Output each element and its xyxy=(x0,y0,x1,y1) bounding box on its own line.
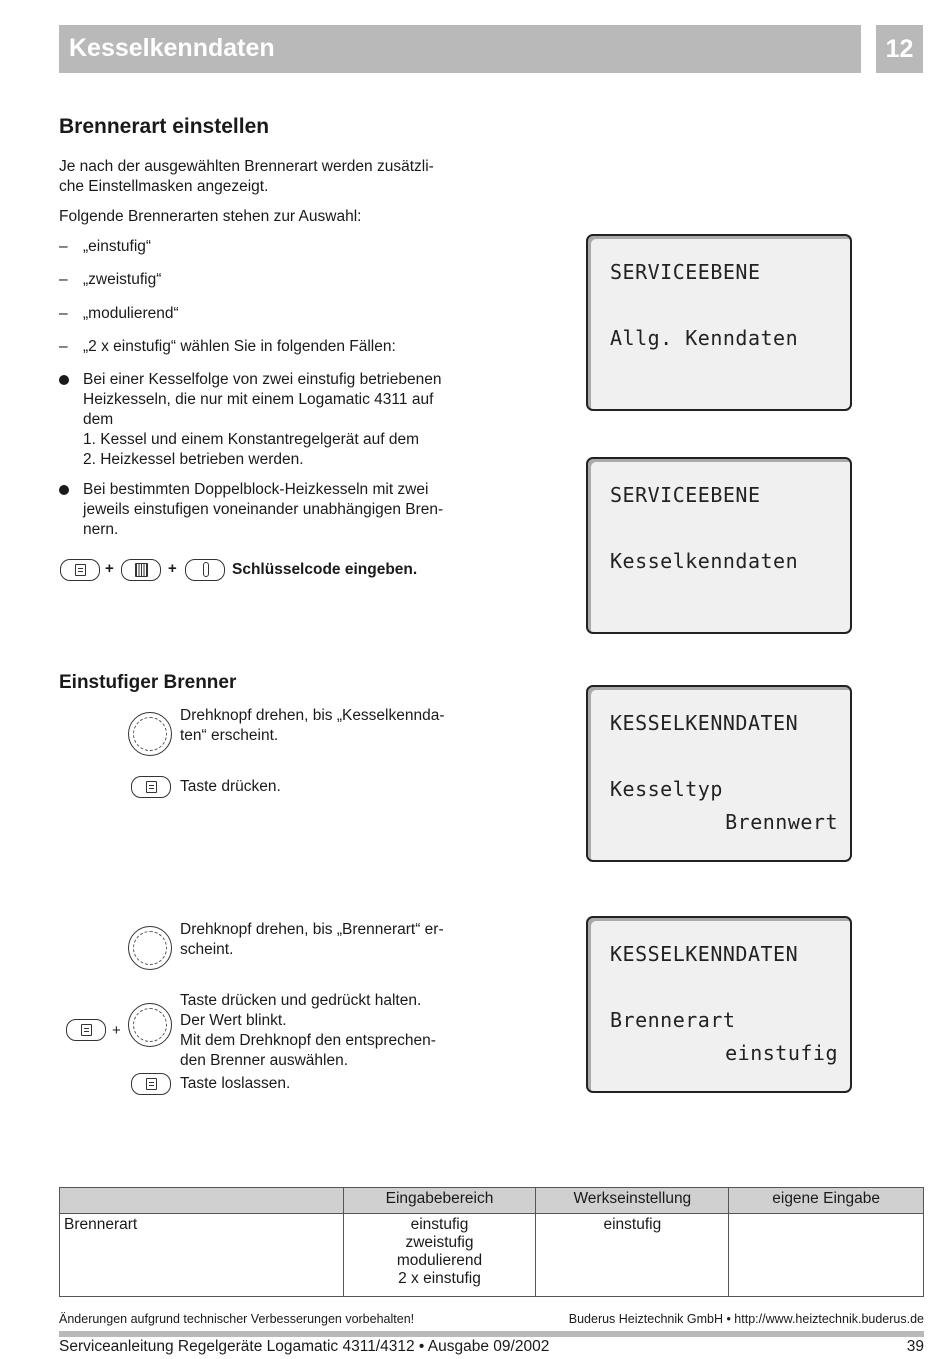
list-item-text: „modulierend“ xyxy=(83,305,179,322)
plus-sign: + xyxy=(112,1022,121,1039)
table-header: Eingabebereich xyxy=(343,1188,536,1214)
bullet-line: Bei einer Kesselfolge von zwei einstufig betriebenen xyxy=(83,371,442,388)
info-key-icon xyxy=(66,1019,106,1041)
footer-divider xyxy=(59,1331,924,1337)
range-cell: einstufig zweistufig modulierend 2 x einstufig xyxy=(343,1214,536,1297)
thermometer-key-icon xyxy=(185,559,225,581)
plus-sign: + xyxy=(105,560,114,577)
row-label: Brennerart xyxy=(60,1214,344,1297)
bullet-line: dem xyxy=(83,411,114,428)
chapter-number: 12 xyxy=(876,25,923,73)
dash-mark: – xyxy=(59,338,68,355)
lcd-display-2: SERVICEEBENE Kesselkenndaten xyxy=(586,457,852,634)
footer-document: Serviceanleitung Regelgeräte Logamatic 4311/4312 • Ausgabe 09/2002 xyxy=(59,1338,550,1355)
bullet-dot-icon xyxy=(59,375,69,385)
intro-line-1: Je nach der ausgewählten Brennerart werden zusätzli- xyxy=(59,158,434,175)
rotary-knob-icon xyxy=(128,1003,172,1047)
bullet-line: 1. Kessel und einem Konstantregelgerät auf dem xyxy=(83,431,420,448)
default-cell: einstufig xyxy=(536,1214,729,1297)
section-title-einstufig: Einstufiger Brenner xyxy=(59,672,237,693)
footer-note: Änderungen aufgrund technischer Verbesserungen vorbehalten! xyxy=(59,1312,415,1326)
info-key-icon xyxy=(60,559,100,581)
dash-mark: – xyxy=(59,238,68,255)
list-item-text: „2 x einstufig“ wählen Sie in folgenden Fällen: xyxy=(83,338,396,355)
table-header-row xyxy=(60,1188,924,1214)
lcd-display-3: KESSELKENNDATEN Kesseltyp Brennwert xyxy=(586,685,852,862)
settings-table xyxy=(59,1187,924,1297)
chapter-title: Kesselkenndaten xyxy=(69,34,275,62)
step-1: Drehknopf drehen, bis „Kesselkennda- ten“ erscheint. xyxy=(180,707,445,744)
lcd-display-4: KESSELKENNDATEN Brennerart einstufig xyxy=(586,916,852,1093)
chapter-header xyxy=(59,25,861,73)
list-item-text: „zweistufig“ xyxy=(83,271,162,288)
menu-key-icon xyxy=(121,559,161,581)
info-key-icon xyxy=(131,776,171,798)
bullet-line: jeweils einstufigen voneinander unabhängigen Bren- xyxy=(83,501,444,518)
bullet-dot-icon xyxy=(59,485,69,495)
rotary-knob-icon xyxy=(128,712,172,756)
bullet-line: nern. xyxy=(83,521,119,538)
step-3: Drehknopf drehen, bis „Brennerart“ er- scheint. xyxy=(180,921,444,958)
plus-sign: + xyxy=(168,560,177,577)
step-2: Taste drücken. xyxy=(180,778,281,795)
own-input-cell xyxy=(729,1214,924,1297)
step-4: Taste drücken und gedrückt halten. Der Wert blinkt. Mit dem Drehknopf den entsprechen- den Brenner auswählen. xyxy=(180,992,436,1069)
page-number: 39 xyxy=(906,1338,924,1355)
section-title-brennerart: Brennerart einstellen xyxy=(59,115,270,138)
lcd-display-1: SERVICEEBENE Allg. Kenndaten xyxy=(586,234,852,411)
bullet-line: 2. Heizkessel betrieben werden. xyxy=(83,451,304,468)
step-5: Taste loslassen. xyxy=(180,1075,291,1092)
key-instruction: Schlüsselcode eingeben. xyxy=(232,561,418,578)
footer-company: Buderus Heiztechnik GmbH • http://www.heiztechnik.buderus.de xyxy=(568,1312,924,1326)
table-header: Werkseinstellung xyxy=(536,1188,729,1214)
table-header: eigene Eingabe xyxy=(729,1188,924,1214)
bullet-line: Bei bestimmten Doppelblock-Heizkesseln mit zwei xyxy=(83,481,429,498)
dash-mark: – xyxy=(59,271,68,288)
intro-line-2: che Einstellmasken angezeigt. xyxy=(59,178,269,195)
rotary-knob-icon xyxy=(128,926,172,970)
table-row xyxy=(60,1214,924,1297)
table-header xyxy=(60,1188,344,1214)
list-item-text: „einstufig“ xyxy=(83,238,152,255)
dash-mark: – xyxy=(59,305,68,322)
intro-2: Folgende Brennerarten stehen zur Auswahl: xyxy=(59,208,362,225)
bullet-line: Heizkesseln, die nur mit einem Logamatic 4311 auf xyxy=(83,391,434,408)
info-key-icon xyxy=(131,1073,171,1095)
